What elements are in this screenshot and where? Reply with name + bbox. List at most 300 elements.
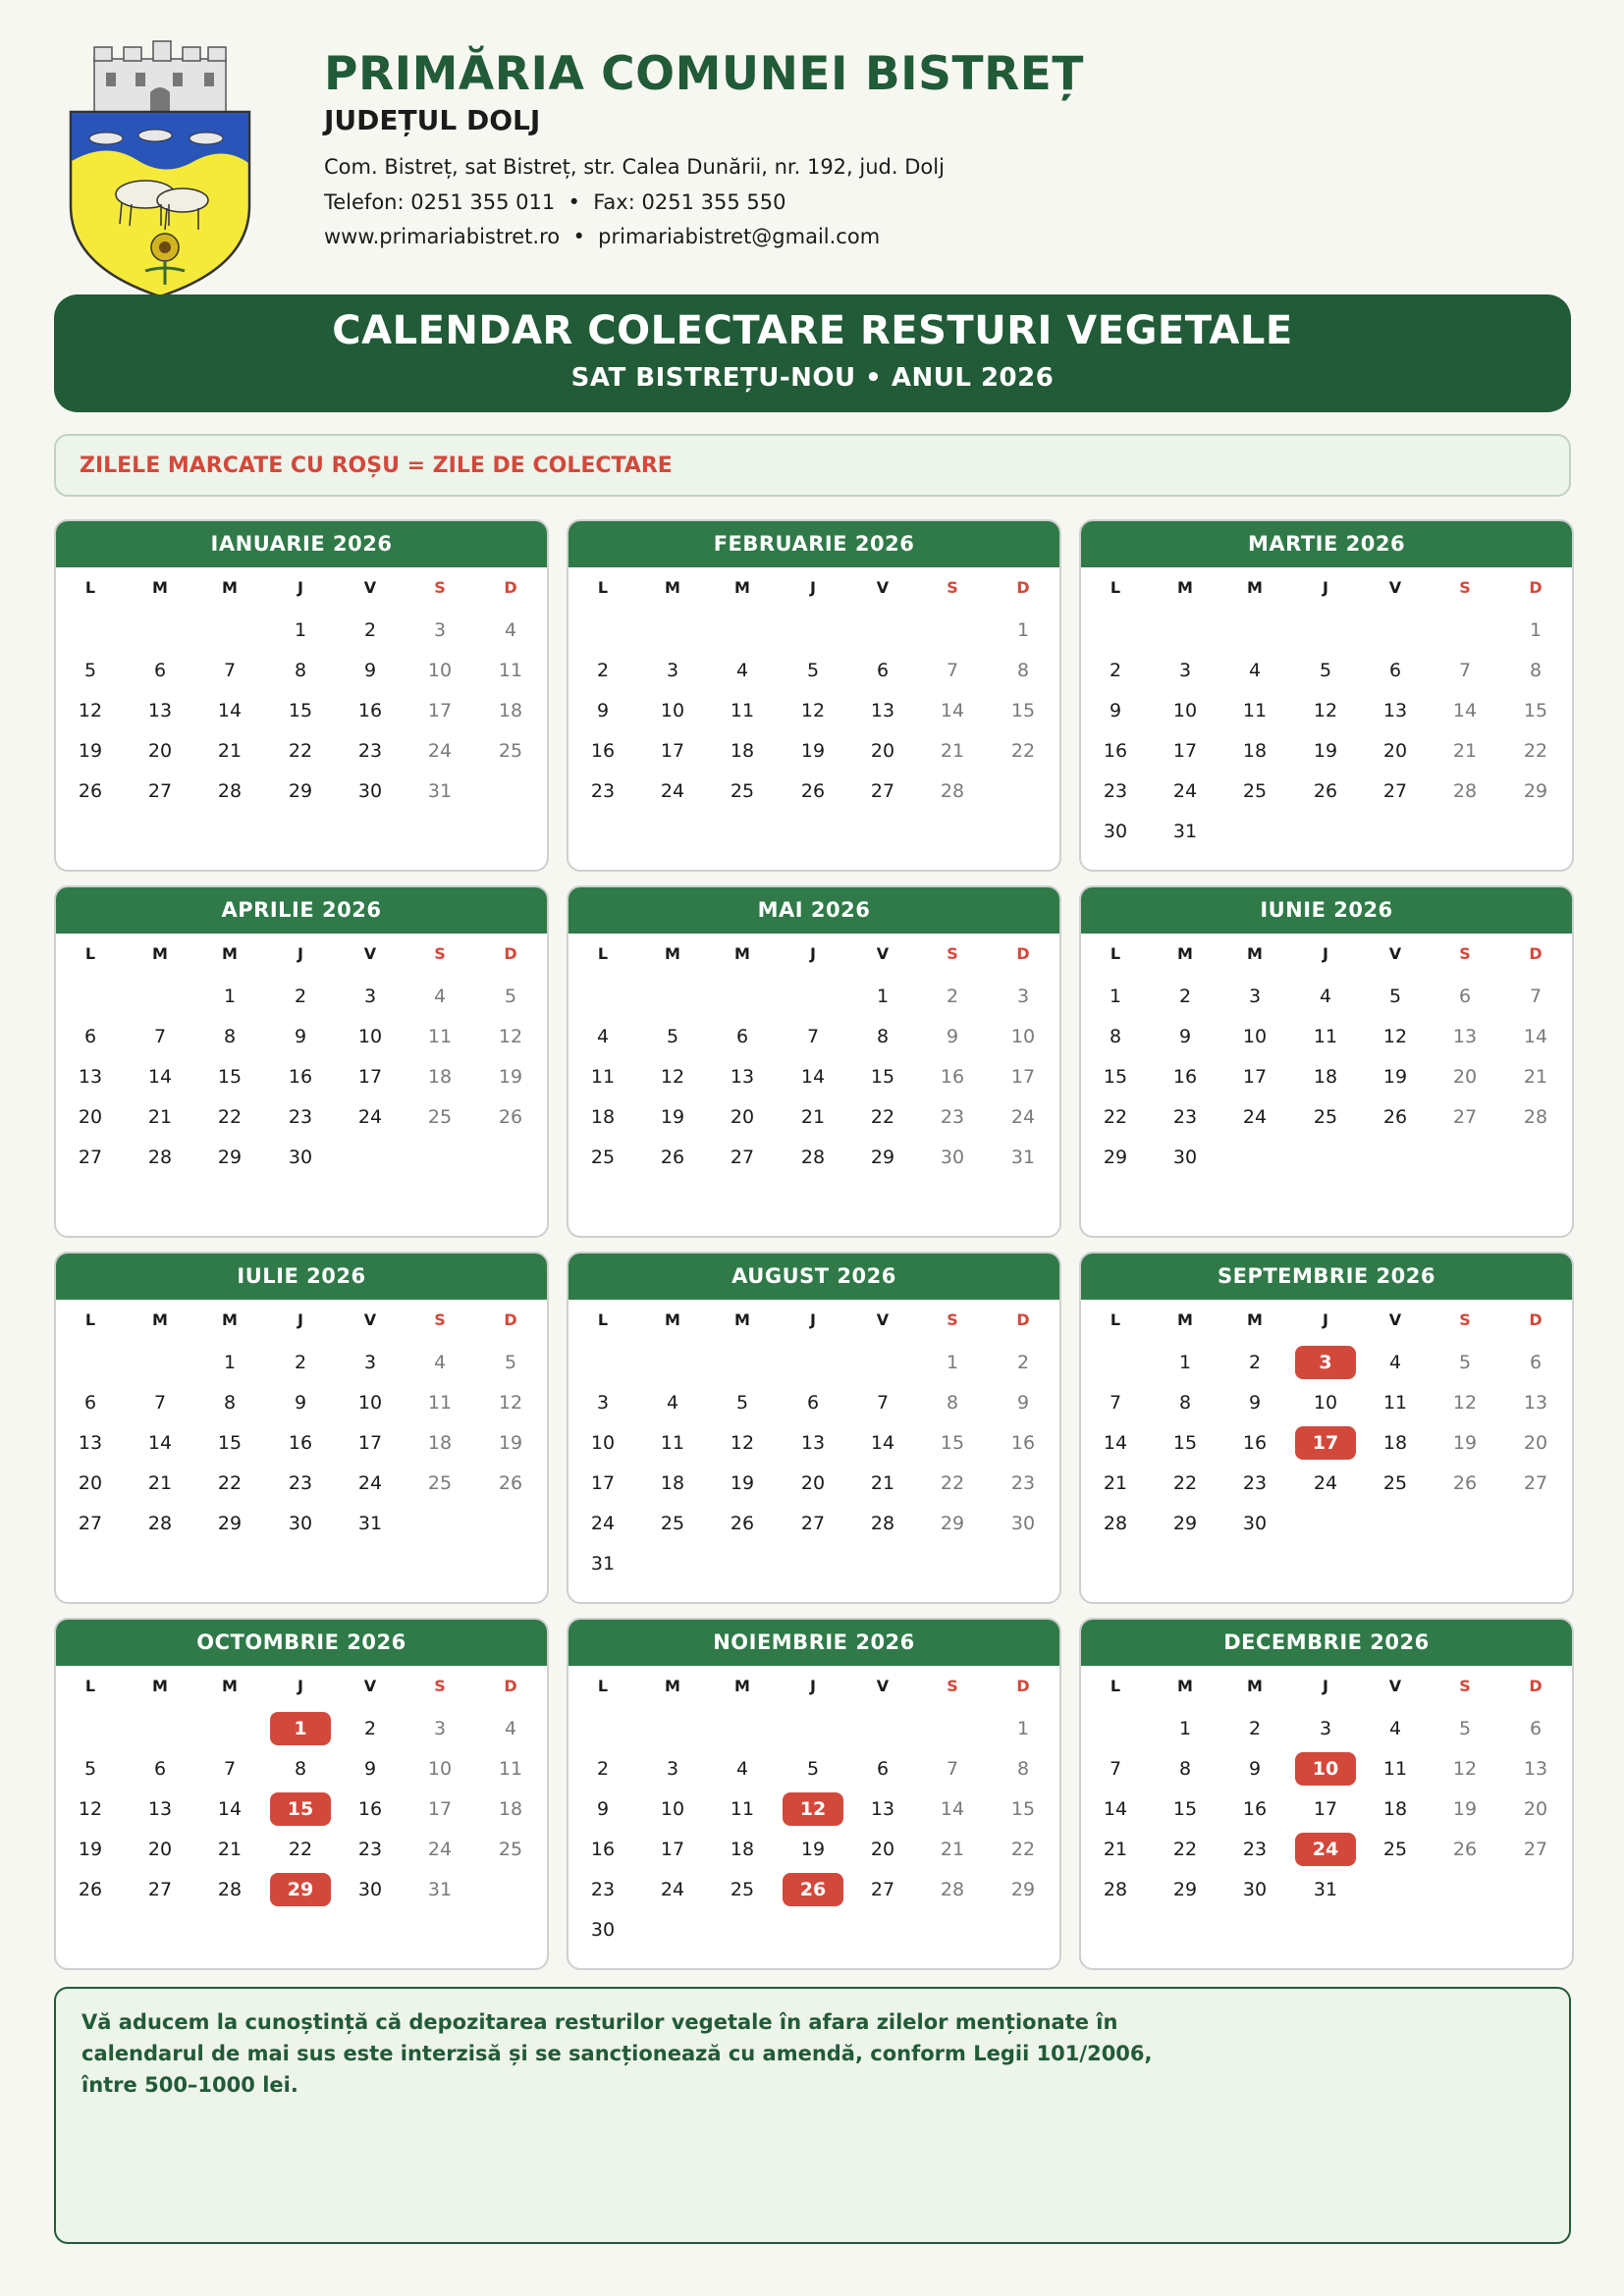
calendar-day: 6 (153, 1758, 167, 1780)
weekday-label: M (1177, 578, 1193, 597)
calendar-day: 26 (78, 1879, 103, 1900)
calendar-day: 9 (1109, 700, 1122, 721)
calendar-day: 19 (800, 1839, 826, 1860)
calendar-day: 24 (660, 780, 685, 802)
calendar-day: 8 (1529, 660, 1543, 681)
weekday-label: V (876, 1310, 890, 1329)
month-card (567, 885, 1061, 1238)
calendar-day: 26 (498, 1472, 523, 1494)
weekday-label: J (1323, 944, 1328, 963)
collection-day: 24 (1295, 1833, 1356, 1866)
calendar-day: 28 (217, 780, 243, 802)
calendar-day: 26 (1382, 1106, 1408, 1128)
calendar-day: 22 (1172, 1839, 1198, 1860)
calendar-day: 26 (1452, 1472, 1478, 1494)
calendar-day: 9 (294, 1392, 307, 1414)
calendar-day: 6 (1388, 660, 1402, 681)
calendar-day: 19 (78, 740, 103, 762)
calendar-day: 24 (357, 1106, 383, 1128)
weekday-label: M (222, 578, 238, 597)
coat-of-arms-icon (67, 39, 253, 296)
calendar-day: 5 (83, 660, 97, 681)
calendar-day: 17 (427, 700, 453, 721)
weekday-label: M (665, 578, 680, 597)
calendar-day: 14 (1103, 1798, 1128, 1820)
weekday-label: V (363, 1677, 377, 1695)
calendar-day: 15 (217, 1432, 243, 1454)
collection-day: 29 (270, 1873, 331, 1906)
county-name: JUDEȚUL DOLJ (324, 104, 541, 136)
calendar-day: 23 (590, 1879, 616, 1900)
calendar-day: 7 (1109, 1392, 1122, 1414)
calendar-day: 20 (1523, 1432, 1548, 1454)
calendar-day: 2 (363, 1718, 377, 1739)
calendar-day: 5 (806, 1758, 820, 1780)
weekday-label: D (1016, 578, 1030, 597)
calendar-day: 16 (590, 740, 616, 762)
calendar-day: 22 (1010, 740, 1036, 762)
calendar-day: 20 (1382, 740, 1408, 762)
calendar-day: 12 (800, 700, 826, 721)
collection-day: 3 (1295, 1346, 1356, 1379)
calendar-day: 18 (427, 1066, 453, 1088)
weekday-label: S (434, 578, 446, 597)
weekday-label: L (84, 1677, 96, 1695)
calendar-day: 6 (1529, 1352, 1543, 1373)
weekday-label: S (947, 578, 958, 597)
weekday-label: S (1459, 578, 1471, 597)
legend-box (54, 434, 1571, 497)
month-card (1079, 885, 1574, 1238)
calendar-day: 4 (666, 1392, 679, 1414)
weekday-label: J (810, 578, 816, 597)
calendar-day: 5 (83, 1758, 97, 1780)
calendar-day: 9 (363, 1758, 377, 1780)
calendar-day: 24 (1313, 1472, 1338, 1494)
calendar-day: 21 (1103, 1472, 1128, 1494)
calendar-day: 21 (1452, 740, 1478, 762)
calendar-day: 27 (870, 1879, 895, 1900)
calendar-day: 26 (800, 780, 826, 802)
calendar-day: 21 (217, 740, 243, 762)
calendar-day: 2 (946, 986, 959, 1007)
calendar-day: 25 (427, 1472, 453, 1494)
calendar-day: 21 (147, 1106, 173, 1128)
calendar-day: 27 (730, 1147, 755, 1168)
calendar-day: 16 (357, 700, 383, 721)
weekday-label: S (434, 1310, 446, 1329)
calendar-day: 7 (1529, 986, 1543, 1007)
calendar-day: 24 (1172, 780, 1198, 802)
calendar-day: 5 (735, 1392, 749, 1414)
calendar-day: 6 (153, 660, 167, 681)
calendar-day: 25 (730, 780, 755, 802)
calendar-day: 5 (1458, 1352, 1472, 1373)
weekday-label: M (152, 944, 168, 963)
weekday-label: V (876, 1677, 890, 1695)
calendar-day: 16 (1242, 1432, 1268, 1454)
collection-day: 1 (270, 1712, 331, 1745)
weekday-label: M (734, 1677, 750, 1695)
notice-box (54, 1987, 1571, 2244)
month-title: IANUARIE 2026 (56, 521, 547, 567)
calendar-day: 4 (433, 1352, 447, 1373)
calendar-day: 18 (730, 740, 755, 762)
weekday-label: M (1177, 944, 1193, 963)
calendar-day: 19 (1382, 1066, 1408, 1088)
calendar-day: 3 (433, 619, 447, 641)
weekday-label: L (597, 578, 609, 597)
month-card (54, 885, 549, 1238)
calendar-day: 5 (1458, 1718, 1472, 1739)
calendar-day: 22 (288, 740, 313, 762)
calendar-day: 8 (1178, 1392, 1192, 1414)
calendar-day: 2 (1248, 1718, 1262, 1739)
weekday-label: S (1459, 1677, 1471, 1695)
month-title: FEBRUARIE 2026 (568, 521, 1059, 567)
calendar-day: 11 (730, 700, 755, 721)
calendar-day: 3 (433, 1718, 447, 1739)
month-card (567, 1618, 1061, 1970)
calendar-day: 12 (1313, 700, 1338, 721)
month-title: AUGUST 2026 (568, 1254, 1059, 1300)
calendar-day: 19 (78, 1839, 103, 1860)
calendar-day: 23 (590, 780, 616, 802)
calendar-day: 14 (147, 1432, 173, 1454)
calendar-day: 15 (1010, 700, 1036, 721)
calendar-day: 26 (1452, 1839, 1478, 1860)
weekday-label: D (1529, 578, 1543, 597)
calendar-day: 3 (363, 986, 377, 1007)
calendar-day: 8 (1016, 660, 1030, 681)
calendar-day: 19 (498, 1432, 523, 1454)
calendar-day: 8 (294, 1758, 307, 1780)
calendar-day: 10 (660, 700, 685, 721)
weekday-label: M (152, 1310, 168, 1329)
calendar-day: 11 (498, 1758, 523, 1780)
weekday-label: M (1247, 578, 1263, 597)
calendar-day: 17 (357, 1432, 383, 1454)
calendar-day: 3 (1319, 1718, 1332, 1739)
calendar-day: 28 (1523, 1106, 1548, 1128)
calendar-day: 3 (596, 1392, 610, 1414)
calendar-banner (54, 294, 1571, 412)
calendar-day: 29 (940, 1513, 965, 1534)
calendar-day: 14 (1523, 1026, 1548, 1047)
calendar-day: 28 (1452, 780, 1478, 802)
calendar-day: 23 (1103, 780, 1128, 802)
calendar-day: 2 (1109, 660, 1122, 681)
calendar-day: 20 (1452, 1066, 1478, 1088)
calendar-day: 2 (1016, 1352, 1030, 1373)
calendar-day: 4 (1388, 1718, 1402, 1739)
calendar-day: 18 (1382, 1798, 1408, 1820)
calendar-day: 7 (806, 1026, 820, 1047)
calendar-day: 18 (730, 1839, 755, 1860)
calendar-day: 17 (1242, 1066, 1268, 1088)
calendar-day: 20 (870, 1839, 895, 1860)
calendar-day: 1 (1109, 986, 1122, 1007)
calendar-day: 21 (800, 1106, 826, 1128)
calendar-day: 7 (223, 1758, 237, 1780)
calendar-day: 9 (1178, 1026, 1192, 1047)
weekday-label: M (152, 1677, 168, 1695)
weekday-label: M (152, 578, 168, 597)
calendar-day: 19 (1452, 1798, 1478, 1820)
calendar-day: 30 (357, 1879, 383, 1900)
calendar-day: 26 (660, 1147, 685, 1168)
calendar-day: 25 (498, 1839, 523, 1860)
month-card (1079, 1252, 1574, 1604)
calendar-day: 29 (1523, 780, 1548, 802)
calendar-day: 25 (1382, 1472, 1408, 1494)
calendar-subtitle: SAT BISTREȚU-NOU • ANUL 2026 (570, 363, 1055, 393)
calendar-day: 1 (1016, 619, 1030, 641)
weekday-label: D (1016, 944, 1030, 963)
collection-day: 12 (783, 1792, 843, 1826)
calendar-day: 30 (590, 1919, 616, 1941)
calendar-day: 11 (427, 1392, 453, 1414)
calendar-day: 10 (1010, 1026, 1036, 1047)
calendar-day: 10 (1172, 700, 1198, 721)
calendar-day: 30 (1172, 1147, 1198, 1168)
calendar-day: 15 (1172, 1798, 1198, 1820)
month-card (1079, 1618, 1574, 1970)
calendar-day: 30 (288, 1513, 313, 1534)
calendar-day: 9 (294, 1026, 307, 1047)
calendar-day: 4 (1319, 986, 1332, 1007)
legend-text: ZILELE MARCATE CU ROȘU = ZILE DE COLECTARE (80, 454, 673, 478)
calendar-day: 5 (1388, 986, 1402, 1007)
calendar-day: 22 (1010, 1839, 1036, 1860)
calendar-day: 20 (147, 740, 173, 762)
weekday-label: J (1323, 1677, 1328, 1695)
calendar-day: 1 (1016, 1718, 1030, 1739)
calendar-day: 14 (217, 700, 243, 721)
month-title: OCTOMBRIE 2026 (56, 1620, 547, 1666)
calendar-day: 23 (288, 1106, 313, 1128)
calendar-day: 21 (940, 1839, 965, 1860)
calendar-day: 12 (78, 700, 103, 721)
calendar-day: 19 (660, 1106, 685, 1128)
calendar-day: 4 (504, 1718, 517, 1739)
calendar-day: 6 (83, 1392, 97, 1414)
weekday-label: M (665, 944, 680, 963)
weekday-label: S (947, 1310, 958, 1329)
calendar-day: 14 (940, 700, 965, 721)
weekday-label: M (222, 1677, 238, 1695)
calendar-day: 1 (1178, 1352, 1192, 1373)
calendar-day: 21 (940, 740, 965, 762)
calendar-day: 12 (78, 1798, 103, 1820)
weekday-label: D (504, 578, 517, 597)
weekday-label: J (810, 1310, 816, 1329)
calendar-day: 10 (357, 1392, 383, 1414)
weekday-label: J (1323, 578, 1328, 597)
weekday-label: L (84, 1310, 96, 1329)
calendar-day: 9 (363, 660, 377, 681)
weekday-label: J (298, 1310, 303, 1329)
calendar-day: 16 (1103, 740, 1128, 762)
month-title: NOIEMBRIE 2026 (568, 1620, 1059, 1666)
weekday-label: M (665, 1677, 680, 1695)
notice-text: Vă aducem la cunoștință că depozitarea resturilor vegetale în afara zilelor menționate în calendarul de mai sus este interzisă și se sancționează cu amendă, conform Legii 101/2006, între 500–1000 lei. (81, 2010, 1153, 2097)
weekday-label: V (1388, 944, 1402, 963)
calendar-day: 21 (147, 1472, 173, 1494)
calendar-day: 30 (1242, 1513, 1268, 1534)
calendar-day: 13 (870, 1798, 895, 1820)
month-title: SEPTEMBRIE 2026 (1081, 1254, 1572, 1300)
calendar-day: 28 (217, 1879, 243, 1900)
calendar-day: 21 (217, 1839, 243, 1860)
calendar-day: 25 (590, 1147, 616, 1168)
calendar-day: 27 (147, 1879, 173, 1900)
collection-day: 17 (1295, 1426, 1356, 1460)
calendar-day: 17 (590, 1472, 616, 1494)
calendar-day: 12 (498, 1392, 523, 1414)
calendar-day: 24 (357, 1472, 383, 1494)
calendar-day: 28 (147, 1513, 173, 1534)
calendar-day: 16 (357, 1798, 383, 1820)
calendar-day: 24 (1242, 1106, 1268, 1128)
calendar-day: 29 (217, 1513, 243, 1534)
calendar-day: 15 (288, 700, 313, 721)
calendar-day: 9 (1016, 1392, 1030, 1414)
calendar-day: 15 (1103, 1066, 1128, 1088)
calendar-day: 28 (870, 1513, 895, 1534)
calendar-day: 16 (1010, 1432, 1036, 1454)
weekday-label: V (363, 944, 377, 963)
calendar-day: 16 (288, 1066, 313, 1088)
calendar-day: 29 (1010, 1879, 1036, 1900)
calendar-day: 11 (660, 1432, 685, 1454)
month-title: IUNIE 2026 (1081, 887, 1572, 934)
calendar-day: 22 (940, 1472, 965, 1494)
calendar-day: 25 (498, 740, 523, 762)
calendar-day: 22 (217, 1472, 243, 1494)
calendar-day: 20 (800, 1472, 826, 1494)
calendar-day: 11 (1382, 1392, 1408, 1414)
calendar-day: 6 (83, 1026, 97, 1047)
calendar-day: 6 (806, 1392, 820, 1414)
weekday-label: J (298, 944, 303, 963)
month-title: IULIE 2026 (56, 1254, 547, 1300)
calendar-day: 29 (1172, 1879, 1198, 1900)
calendar-day: 14 (870, 1432, 895, 1454)
weekday-label: L (597, 944, 609, 963)
calendar-day: 13 (147, 700, 173, 721)
calendar-day: 26 (498, 1106, 523, 1128)
weekday-label: D (1529, 944, 1543, 963)
calendar-day: 20 (1523, 1798, 1548, 1820)
weekday-label: V (363, 1310, 377, 1329)
calendar-day: 7 (1458, 660, 1472, 681)
calendar-day: 12 (1452, 1392, 1478, 1414)
calendar-day: 7 (1109, 1758, 1122, 1780)
calendar-day: 31 (1313, 1879, 1338, 1900)
calendar-day: 2 (294, 986, 307, 1007)
calendar-day: 6 (876, 1758, 890, 1780)
calendar-day: 26 (78, 780, 103, 802)
calendar-day: 30 (288, 1147, 313, 1168)
weekday-label: S (947, 944, 958, 963)
calendar-day: 15 (1010, 1798, 1036, 1820)
calendar-day: 21 (870, 1472, 895, 1494)
calendar-day: 4 (735, 1758, 749, 1780)
calendar-day: 20 (730, 1106, 755, 1128)
calendar-day: 4 (735, 660, 749, 681)
calendar-day: 6 (876, 660, 890, 681)
weekday-label: D (1016, 1310, 1030, 1329)
calendar-day: 30 (357, 780, 383, 802)
calendar-day: 27 (1382, 780, 1408, 802)
calendar-day: 22 (870, 1106, 895, 1128)
calendar-day: 20 (78, 1472, 103, 1494)
calendar-day: 13 (1452, 1026, 1478, 1047)
calendar-day: 14 (1103, 1432, 1128, 1454)
calendar-day: 5 (504, 1352, 517, 1373)
calendar-day: 25 (1382, 1839, 1408, 1860)
calendar-day: 31 (1172, 821, 1198, 842)
month-card (567, 519, 1061, 872)
calendar-day: 2 (596, 660, 610, 681)
calendar-day: 24 (427, 740, 453, 762)
address-line: Com. Bistreț, sat Bistreț, str. Calea Dunării, nr. 192, jud. Dolj (324, 155, 945, 179)
calendar-day: 6 (1529, 1718, 1543, 1739)
calendar-day: 9 (596, 1798, 610, 1820)
weekday-label: M (1247, 1310, 1263, 1329)
calendar-day: 2 (596, 1758, 610, 1780)
calendar-day: 13 (1382, 700, 1408, 721)
calendar-day: 28 (1103, 1513, 1128, 1534)
calendar-day: 3 (666, 1758, 679, 1780)
calendar-day: 23 (1242, 1839, 1268, 1860)
calendar-day: 16 (590, 1839, 616, 1860)
weekday-label: V (1388, 1310, 1402, 1329)
calendar-day: 22 (1523, 740, 1548, 762)
calendar-day: 11 (427, 1026, 453, 1047)
calendar-day: 9 (1248, 1758, 1262, 1780)
weekday-label: S (1459, 944, 1471, 963)
month-card (1079, 519, 1574, 872)
calendar-day: 18 (1242, 740, 1268, 762)
calendar-day: 26 (1313, 780, 1338, 802)
web-email-line: www.primariabistret.ro • primariabistret@gmail.com (324, 225, 881, 248)
calendar-day: 15 (217, 1066, 243, 1088)
calendar-day: 28 (800, 1147, 826, 1168)
calendar-day: 7 (946, 1758, 959, 1780)
calendar-day: 10 (427, 1758, 453, 1780)
calendar-day: 13 (78, 1066, 103, 1088)
calendar-day: 17 (660, 740, 685, 762)
calendar-day: 10 (427, 660, 453, 681)
calendar-day: 23 (1010, 1472, 1036, 1494)
calendar-day: 30 (1010, 1513, 1036, 1534)
weekday-label: M (1177, 1677, 1193, 1695)
calendar-day: 22 (288, 1839, 313, 1860)
calendar-day: 16 (940, 1066, 965, 1088)
calendar-day: 18 (498, 1798, 523, 1820)
calendar-day: 1 (223, 1352, 237, 1373)
weekday-label: L (1110, 578, 1121, 597)
month-card (54, 1618, 549, 1970)
calendar-day: 11 (730, 1798, 755, 1820)
weekday-label: S (434, 1677, 446, 1695)
calendar-day: 4 (1248, 660, 1262, 681)
calendar-day: 23 (1172, 1106, 1198, 1128)
calendar-day: 15 (870, 1066, 895, 1088)
calendar-day: 27 (1523, 1839, 1548, 1860)
